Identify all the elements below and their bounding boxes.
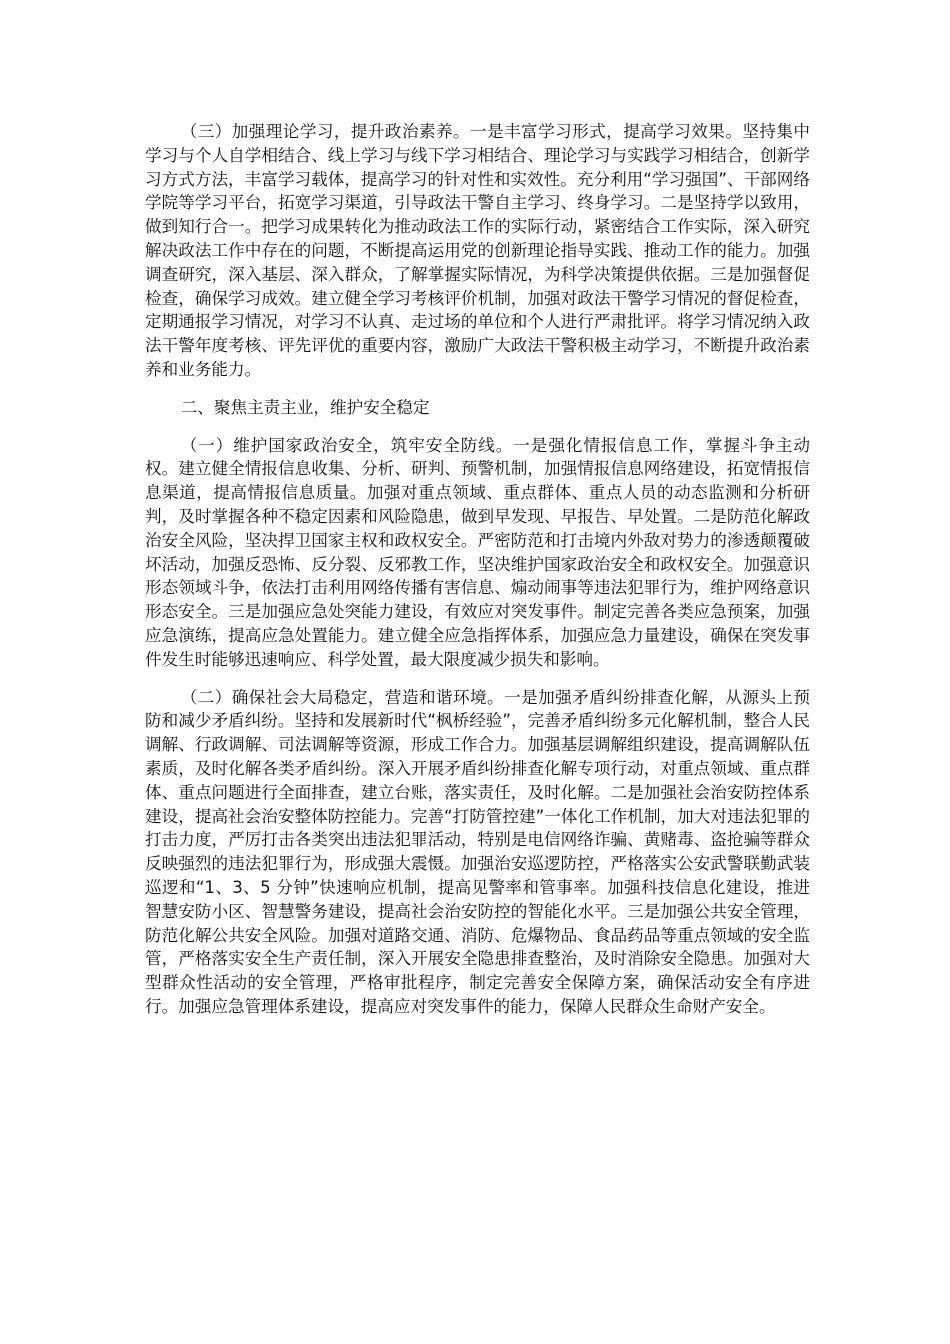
- paragraph-social-stability: （二）确保社会大局稳定，营造和谐环境。一是加强矛盾纠纷排查化解，从源头上预防和减少矛盾纠纷。坚持和发展新时代“枫桥经验”，完善矛盾纠纷多元化解机制，整合人民调解、行政调解、司法调解等资源，形成工作合力。加强基层调解组织建设，提高调解队伍素质，及时化解各类矛盾纠纷。深入开展矛盾纠纷排查化解专项行动，对重点领域、重点群体、重点问题进行全面排查，建立台账，落实责任，及时化解。二是加强社会治安防控体系建设，提高社会治安整体防控能力。完善“打防管控建”一体化工作机制，加大对违法犯罪的打击力度，严厉打击各类突出违法犯罪活动，特别是电信网络诈骗、黄赌毒、盗抢骗等群众反映强烈的违法犯罪行为，形成强大震慑。加强治安巡逻防控，严格落实公安武警联勤武装巡逻和“1、3、5 分钟”快速响应机制，提高见警率和管事率。加强科技信息化建设，推进智慧安防小区、智慧警务建设，提高社会治安防控的智能化水平。三是加强公共安全管理，防范化解公共安全风险。加强对道路交通、消防、危爆物品、食品药品等重点领域的安全监管，严格落实安全生产责任制，深入开展安全隐患排查整治，及时消除安全隐患。加强对大型群众性活动的安全管理，严格审批程序，制定完善安全保障方案，确保活动安全有序进行。加强应急管理体系建设，提高应对突发事件的能力，保障人民群众生命财产安全。: [145, 687, 810, 1016]
- paragraph-national-political-security: （一）维护国家政治安全，筑牢安全防线。一是强化情报信息工作，掌握斗争主动权。建立健全情报信息收集、分析、研判、预警机制，加强情报信息网络建设，拓宽情报信息渠道，提高情报信息质量。加强对重点领域、重点群体、重点人员的动态监测和分析研判，及时掌握各种不稳定因素和风险隐患，做到早发现、早报告、早处置。二是防范化解政治安全风险，坚决捍卫国家主权和政权安全。严密防范和打击境内外敌对势力的渗透颠覆破坏活动，加强反恐怖、反分裂、反邪教工作，坚决维护国家政治安全和政权安全。加强意识形态领域斗争，依法打击利用网络传播有害信息、煽动闹事等违法犯罪行为，维护网络意识形态安全。三是加强应急处突能力建设，有效应对突发事件。制定完善各类应急预案，加强应急演练，提高应急处置能力。建立健全应急指挥体系，加强应急力量建设，确保在突发事件发生时能够迅速响应、科学处置，最大限度减少损失和影响。: [145, 435, 810, 669]
- paragraph-strengthen-theory-study: （三）加强理论学习，提升政治素养。一是丰富学习形式，提高学习效果。坚持集中学习与个人自学相结合、线上学习与线下学习相结合、理论学习与实践学习相结合，创新学习方式方法，丰富学习载体，提高学习的针对性和实效性。充分利用“学习强国”、干部网络学院等学习平台，拓宽学习渠道，引导政法干警自主学习、终身学习。二是坚持学以致用，做到知行合一。把学习成果转化为推动政法工作的实际行动，紧密结合工作实际，深入研究解决政法工作中存在的问题，不断提高运用党的创新理论指导实践、推动工作的能力。加强调查研究，深入基层、深入群众，了解掌握实际情况，为科学决策提供依据。三是加强督促检查，确保学习成效。建立健全学习考核评价机制，加强对政法干警学习情况的督促检查，定期通报学习情况，对学习不认真、走过场的单位和个人进行严肃批评。将学习情况纳入政法干警年度考核、评先评优的重要内容，激励广大政法干警积极主动学习，不断提升政治素养和业务能力。: [145, 122, 810, 379]
- section-heading-focus-main-duty: 二、聚焦主责主业，维护安全稳定: [180, 397, 430, 417]
- document-page: [145, 120, 810, 1033]
